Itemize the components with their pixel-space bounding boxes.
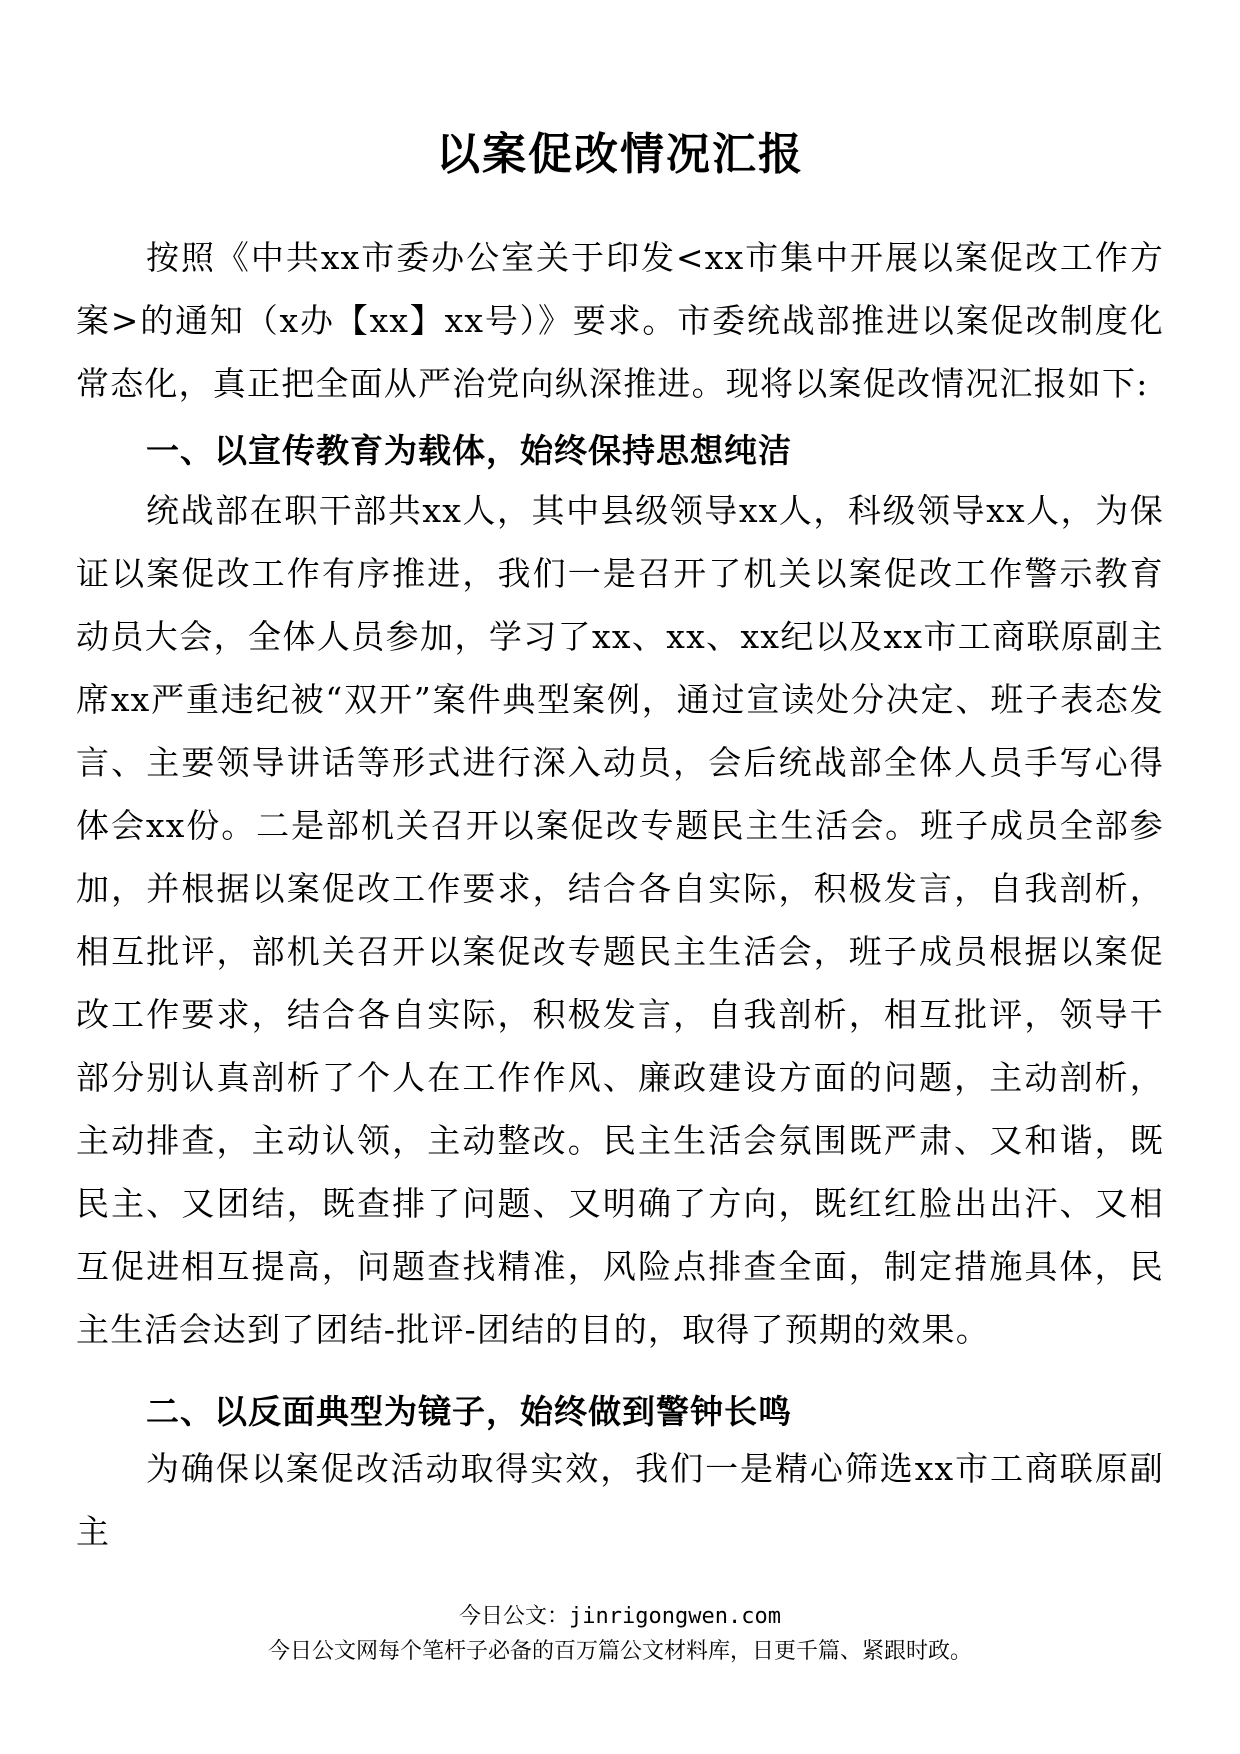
document-title: 以案促改情况汇报 — [436, 129, 804, 180]
footer-slogan: 今日公文网每个笔杆子必备的百万篇公文材料库，日更千篇、紧跟时政。 — [267, 1639, 972, 1664]
footer-source — [0, 1599, 1240, 1630]
section-2-paragraph: 为确保以案促改活动取得实效，我们一是精心筛选xx市工商联原副主 — [76, 1449, 1164, 1551]
section-1-paragraph: 统战部在职干部共xx人，其中县级领导xx人，科级领导xx人，为保证以案促改工作有序推进，我们一是召开了机关以案促改工作警示教育动员大会，全体人员参加，学习了xx、xx、xx纪以及xx市工商联原副主席xx严重违纪被“双开”案件典型案例，通过宣读处分决定、班子表态发言、主要领导讲话等形式进行深入动员，会后统战部全体人员手写心得体会xx份。二是部机关召开以案促改专题民主生活会。班子成员全部参加，并根据以案促改工作要求，结合各自实际，积极发言，自我剖析，相互批评，部机关召开以案促改专题民主生活会，班子成员根据以案促改工作要求，结合各自实际，积极发言，自我剖析，相互批评，领导干部分别认真剖析了个人在工作作风、廉政建设方面的问题，主动剖析，主动排查，主动认领，主动整改。民主生活会氛围既严肃、又和谐，既民主、又团结，既查排了问题、又明确了方向，既红红脸出出汗、又相互促进相互提高，问题查找精准，风险点排查全面，制定措施具体，民主生活会达到了团结-批评-团结的目的，取得了预期的效果。 — [76, 491, 1164, 1349]
footer-label: 今日公文： — [459, 1604, 570, 1629]
section-1-heading: 一、以宣传教育为载体，始终保持思想纯洁 — [146, 431, 792, 470]
footer-url[interactable]: jinrigongwen.com — [569, 1604, 781, 1629]
section-2-heading: 二、以反面典型为镜子，始终做到警钟长鸣 — [146, 1392, 792, 1431]
intro-paragraph: 按照《中共xx市委办公室关于印发<xx市集中开展以案促改工作方案>的通知（x办【xx】xx号）》要求。市委统战部推进以案促改制度化常态化，真正把全面从严治党向纵深推进。现将以案促改情况汇报如下: — [76, 238, 1164, 403]
